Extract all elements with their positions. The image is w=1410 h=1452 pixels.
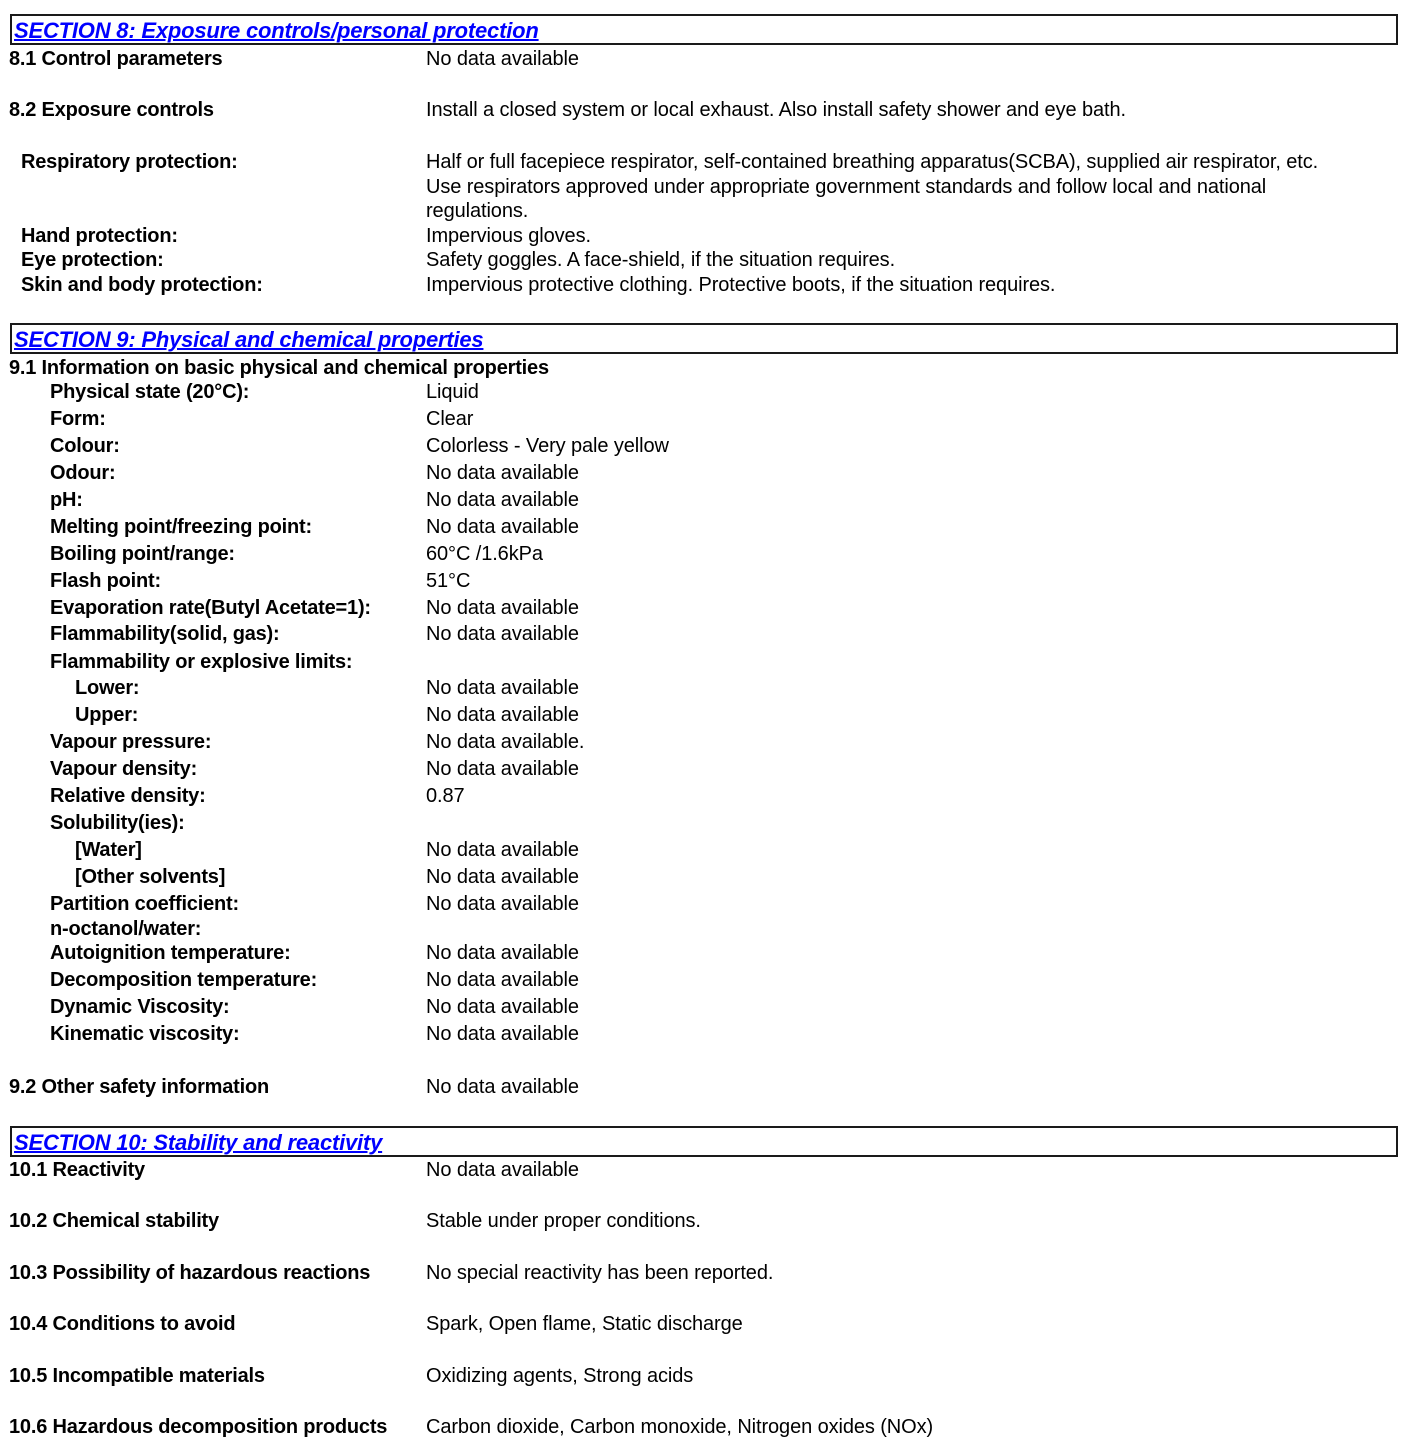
hand-protection-value: Impervious gloves. xyxy=(426,225,591,247)
property-label: [Water] xyxy=(75,839,142,861)
property-value: No data available xyxy=(426,516,579,538)
hand-protection-label: Hand protection: xyxy=(21,225,178,247)
property-value: No data available xyxy=(426,758,579,780)
property-label: Odour: xyxy=(50,462,116,484)
section-9-title: SECTION 9: Physical and chemical properties xyxy=(14,327,484,352)
property-label: Vapour density: xyxy=(50,758,198,780)
hazardous-reactions-value: No special reactivity has been reported. xyxy=(426,1262,774,1284)
property-value: 51°C xyxy=(426,570,471,592)
property-value: No data available xyxy=(426,893,579,915)
exposure-controls-value: Install a closed system or local exhaust. Also install safety shower and eye bath. xyxy=(426,99,1126,121)
chemical-stability-label: 10.2 Chemical stability xyxy=(9,1210,219,1232)
property-label: n-octanol/water: xyxy=(50,918,202,940)
property-value: Liquid xyxy=(426,381,479,403)
property-value: No data available xyxy=(426,839,579,861)
control-parameters-label: 8.1 Control parameters xyxy=(9,48,223,70)
respiratory-protection-label: Respiratory protection: xyxy=(21,151,238,173)
section-10-header xyxy=(10,1126,1398,1157)
property-value: No data available xyxy=(426,623,579,645)
other-safety-label: 9.2 Other safety information xyxy=(9,1076,270,1098)
property-label: Flammability or explosive limits: xyxy=(50,651,353,673)
conditions-to-avoid-value: Spark, Open flame, Static discharge xyxy=(426,1313,743,1335)
property-label: [Other solvents] xyxy=(75,866,226,888)
section-10-title: SECTION 10: Stability and reactivity xyxy=(14,1130,383,1155)
property-label: Relative density: xyxy=(50,785,206,807)
property-value: Clear xyxy=(426,408,474,430)
property-label: Vapour pressure: xyxy=(50,731,212,753)
property-label: Form: xyxy=(50,408,106,430)
property-label: pH: xyxy=(50,489,83,511)
property-value: 60°C /1.6kPa xyxy=(426,543,543,565)
property-value: No data available xyxy=(426,677,579,699)
skin-protection-value: Impervious protective clothing. Protective boots, if the situation requires. xyxy=(426,274,1056,296)
property-label: Partition coefficient: xyxy=(50,893,239,915)
eye-protection-value: Safety goggles. A face-shield, if the situation requires. xyxy=(426,249,896,271)
property-label: Physical state (20°C): xyxy=(50,381,250,403)
exposure-controls-label: 8.2 Exposure controls xyxy=(9,99,214,121)
property-label: Melting point/freezing point: xyxy=(50,516,312,538)
property-label: Boiling point/range: xyxy=(50,543,235,565)
property-value: No data available xyxy=(426,462,579,484)
property-value: No data available xyxy=(426,942,579,964)
property-value: Colorless - Very pale yellow xyxy=(426,435,669,457)
reactivity-value: No data available xyxy=(426,1159,579,1181)
property-label: Kinematic viscosity: xyxy=(50,1023,240,1045)
property-value: No data available xyxy=(426,704,579,726)
section-8-title: SECTION 8: Exposure controls/personal protection xyxy=(14,18,539,43)
property-label: Dynamic Viscosity: xyxy=(50,996,230,1018)
other-safety-value: No data available xyxy=(426,1076,579,1098)
property-label: Autoignition temperature: xyxy=(50,942,291,964)
property-value: 0.87 xyxy=(426,785,465,807)
incompatible-materials-label: 10.5 Incompatible materials xyxy=(9,1365,265,1387)
property-label: Solubility(ies): xyxy=(50,812,185,834)
chemical-stability-value: Stable under proper conditions. xyxy=(426,1210,701,1232)
skin-protection-label: Skin and body protection: xyxy=(21,274,263,296)
property-value: No data available xyxy=(426,597,579,619)
section-8-header xyxy=(10,14,1398,45)
property-label: Flash point: xyxy=(50,570,161,592)
property-value: No data available xyxy=(426,969,579,991)
eye-protection-label: Eye protection: xyxy=(21,249,164,271)
incompatible-materials-value: Oxidizing agents, Strong acids xyxy=(426,1365,694,1387)
property-value: No data available. xyxy=(426,731,585,753)
hazardous-decomposition-label: 10.6 Hazardous decomposition products xyxy=(9,1416,388,1438)
respiratory-protection-value-line-2: Use respirators approved under appropriate government standards and follow local and national xyxy=(426,176,1267,198)
respiratory-protection-value-line-1: Half or full facepiece respirator, self-contained breathing apparatus(SCBA), supplied air respirator, etc. xyxy=(426,151,1319,173)
control-parameters-value: No data available xyxy=(426,48,579,70)
property-label: Decomposition temperature: xyxy=(50,969,318,991)
property-label: Colour: xyxy=(50,435,120,457)
property-label: Evaporation rate(Butyl Acetate=1): xyxy=(50,597,371,619)
hazardous-decomposition-value: Carbon dioxide, Carbon monoxide, Nitrogen oxides (NOx) xyxy=(426,1416,934,1438)
reactivity-label: 10.1 Reactivity xyxy=(9,1159,145,1181)
conditions-to-avoid-label: 10.4 Conditions to avoid xyxy=(9,1313,236,1335)
property-label: Flammability(solid, gas): xyxy=(50,623,280,645)
property-value: No data available xyxy=(426,1023,579,1045)
basic-properties-heading: 9.1 Information on basic physical and chemical properties xyxy=(9,357,549,379)
property-label: Lower: xyxy=(75,677,140,699)
hazardous-reactions-label: 10.3 Possibility of hazardous reactions xyxy=(9,1262,371,1284)
property-label: Upper: xyxy=(75,704,139,726)
property-value: No data available xyxy=(426,489,579,511)
section-9-header xyxy=(10,323,1398,354)
property-value: No data available xyxy=(426,996,579,1018)
respiratory-protection-value-line-3: regulations. xyxy=(426,200,529,222)
property-value: No data available xyxy=(426,866,579,888)
